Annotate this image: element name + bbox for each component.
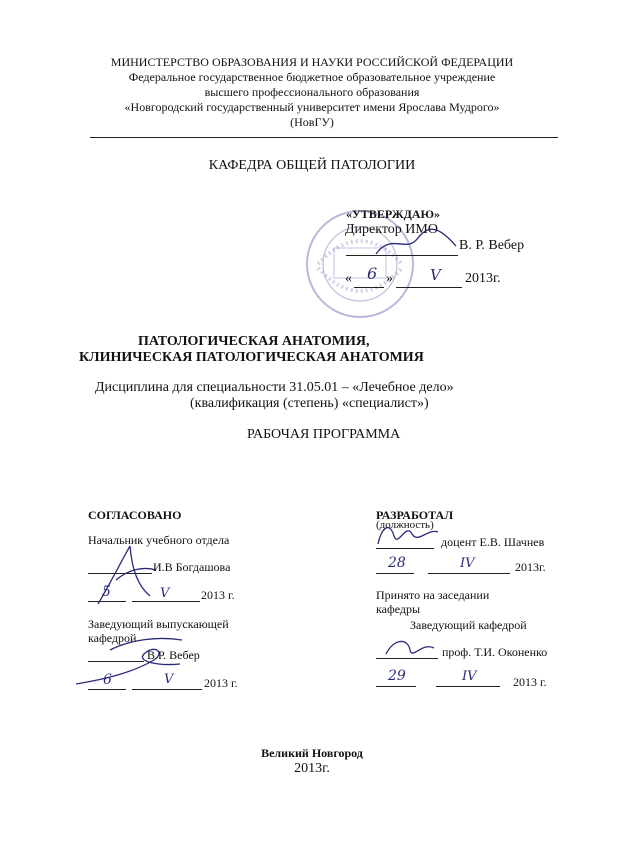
header-divider xyxy=(90,137,558,138)
right-date1-month: IV xyxy=(460,556,475,571)
dept-head-signature xyxy=(380,632,440,664)
agreed-title: СОГЛАСОВАНО xyxy=(88,508,182,522)
ministry-name: МИНИСТЕРСТВО ОБРАЗОВАНИЯ И НАУКИ РОССИЙСКОЙ ФЕДЕРАЦИИ xyxy=(110,55,514,69)
right-date2-day: 29 xyxy=(388,668,406,684)
position-note: (должность) xyxy=(376,519,434,531)
left-date1-month: V xyxy=(160,586,170,601)
discipline-specialty: Дисциплина для специальности 31.05.01 – «Лечебное дело» xyxy=(95,380,454,395)
approve-day-close: » xyxy=(386,271,393,286)
left-date1-day: 5 xyxy=(102,584,111,600)
developer-signature xyxy=(372,514,442,554)
chief-position: Начальник учебного отдела xyxy=(88,533,230,547)
approve-day-open: « xyxy=(345,271,352,286)
footer-city: Великий Новгород xyxy=(261,746,363,760)
head-name: В.Р. Вебер xyxy=(147,648,200,662)
right-date2-day-line xyxy=(376,686,416,687)
left-date2-day: 6 xyxy=(103,672,112,688)
university-name: «Новгородский государственный университет имени Ярослава Мудрого» xyxy=(124,100,500,114)
approve-day-line xyxy=(354,287,384,288)
dept-head-name: проф. Т.И. Оконенко xyxy=(442,645,548,659)
approve-name: В. Р. Вебер xyxy=(459,238,525,253)
left-date1-year: 2013 г. xyxy=(201,588,235,602)
discipline-title-2: КЛИНИЧЕСКАЯ ПАТОЛОГИЧЕСКАЯ АНАТОМИЯ xyxy=(79,350,424,365)
approve-day: 6 xyxy=(367,264,378,283)
head-position-1: Заведующий выпускающей xyxy=(88,617,229,631)
approve-title: «УТВЕРЖДАЮ» xyxy=(346,207,441,221)
director-signature xyxy=(372,224,460,260)
left-date1-month-line xyxy=(132,601,200,602)
dept-head-position: Заведующий кафедрой xyxy=(410,618,527,632)
left-date1-day-line xyxy=(88,601,126,602)
department-title: КАФЕДРА ОБЩЕЙ ПАТОЛОГИИ xyxy=(208,158,416,173)
right-date1-year: 2013г. xyxy=(515,560,546,574)
accepted-line-2: кафедры xyxy=(376,602,421,616)
left-date2-year: 2013 г. xyxy=(204,676,238,690)
discipline-qualification: (квалификация (степень) «специалист») xyxy=(190,396,429,411)
left-date2-month-line xyxy=(132,689,202,690)
approve-month-line xyxy=(396,287,462,288)
right-date2-year: 2013 г. xyxy=(513,675,547,689)
developed-title: РАЗРАБОТАЛ xyxy=(376,508,454,522)
head-position-2: кафедрой xyxy=(88,631,137,645)
accepted-line-1: Принято на заседании xyxy=(376,588,490,602)
developer-name: доцент Е.В. Шачнев xyxy=(441,535,545,549)
discipline-title-1: ПАТОЛОГИЧЕСКАЯ АНАТОМИЯ, xyxy=(138,334,370,349)
university-abbr: (НовГУ) xyxy=(290,115,334,129)
approve-position: Директор ИМО xyxy=(345,222,438,237)
right-date1-day: 28 xyxy=(388,555,406,571)
right-date1-month-line xyxy=(428,573,510,574)
institution-type: Федеральное государственное бюджетное образовательное учреждение xyxy=(128,70,496,84)
education-level: высшего профессионального образования xyxy=(204,85,420,99)
right-date2-month-line xyxy=(436,686,500,687)
footer-year: 2013г. xyxy=(294,761,330,776)
left-date2-month: V xyxy=(164,672,174,687)
approve-year: 2013г. xyxy=(465,271,501,286)
right-date1-day-line xyxy=(376,573,414,574)
program-title: РАБОЧАЯ ПРОГРАММА xyxy=(247,427,401,442)
approve-month: V xyxy=(430,266,441,284)
right-date2-month: IV xyxy=(462,669,477,684)
chief-name: И.В Богдашова xyxy=(153,560,231,574)
left-date2-day-line xyxy=(88,689,126,690)
